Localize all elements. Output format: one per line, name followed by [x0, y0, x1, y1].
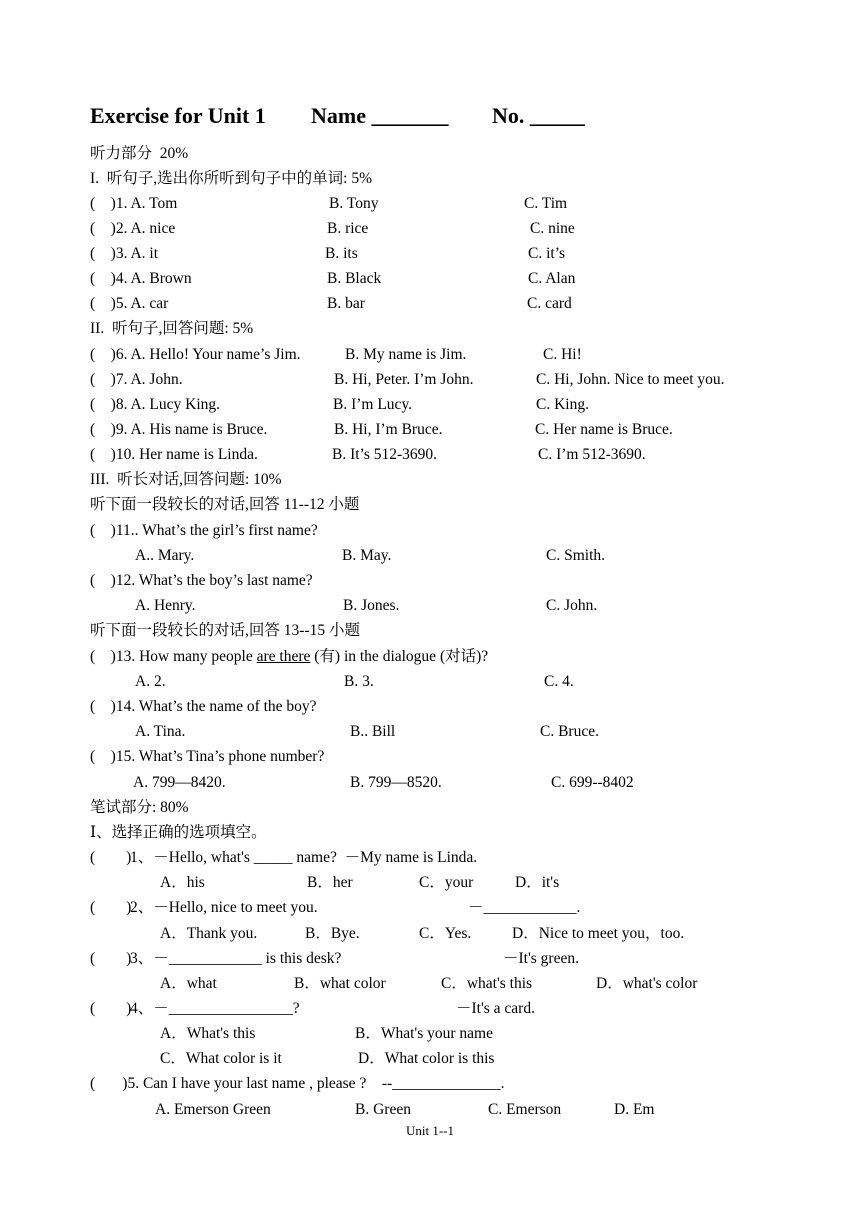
written-question-1-option-c: C．your: [419, 874, 474, 891]
question-13: [90, 647, 488, 667]
question-13-option-a: A. 2.: [135, 673, 166, 690]
written-question-5-option-a: A. Emerson Green: [155, 1101, 271, 1118]
written-question-5: ( )5. Can I have your last name , please ? --______________.: [90, 1075, 505, 1092]
written-question-1-paren: ( ): [90, 849, 132, 866]
question-15-option-b: B. 799—8520.: [350, 774, 442, 791]
question-15-option-a: A. 799—8420.: [133, 774, 226, 791]
question-1: ( )1. A. Tom: [90, 195, 178, 212]
question-15-option-c: C. 699--8402: [551, 774, 634, 791]
written-question-4: 4、－________________?: [130, 1000, 300, 1017]
question-15: ( )15. What’s Tina’s phone number?: [90, 748, 325, 765]
question-4-option-c: C. Alan: [528, 270, 576, 287]
question-9-option-c: C. Her name is Bruce.: [535, 421, 673, 438]
written-question-3-option-b: B．what color: [294, 975, 386, 992]
question-12-option-a: A. Henry.: [135, 597, 196, 614]
question-7: ( )7. A. John.: [90, 371, 183, 388]
question-10-option-b: B. It’s 512-3690.: [332, 446, 438, 463]
question-14-option-b: B.. Bill: [350, 723, 396, 740]
question-14-option-a: A. Tina.: [135, 723, 186, 740]
question-8-option-c: C. King.: [536, 396, 589, 413]
question-13-stem-end: (有) in the dialogue (对话)?: [310, 648, 489, 665]
written-question-4-option-b: B．What's your name: [355, 1025, 493, 1042]
question-1-option-c: C. Tim: [524, 195, 568, 212]
question-11-option-b: B. May.: [342, 547, 392, 564]
question-5: ( )5. A. car: [90, 295, 169, 312]
written-question-4-option-a: A．What's this: [160, 1025, 256, 1042]
question-6: ( )6. A. Hello! Your name’s Jim.: [90, 346, 301, 363]
page-footer: Unit 1--1: [405, 1123, 455, 1138]
page-title: [90, 102, 266, 130]
written-question-1-option-d: D．it's: [515, 874, 560, 891]
question-3: ( )3. A. it: [90, 245, 159, 262]
written-question-4-option-c: C．What color is it: [160, 1050, 282, 1067]
question-2-option-b: B. rice: [327, 220, 369, 237]
question-9: ( )9. A. His name is Bruce.: [90, 421, 268, 438]
written-question-1-option-a: A．his: [160, 874, 205, 891]
name-field-label: Name _______: [311, 103, 449, 128]
question-1-option-b: B. Tony: [329, 195, 379, 212]
question-4-option-b: B. Black: [327, 270, 382, 287]
question-13-option-c: C. 4.: [544, 673, 574, 690]
question-8-option-b: B. I’m Lucy.: [333, 396, 413, 413]
written-question-1-option-b: B．her: [307, 874, 353, 891]
question-11-option-a: A.. Mary.: [135, 547, 195, 564]
written-part1-heading: Ⅰ、选择正确的选项填空。: [90, 824, 267, 841]
question-2-option-c: C. nine: [530, 220, 575, 237]
question-12-option-c: C. John.: [546, 597, 598, 614]
written-question-5-option-d: D. Em: [614, 1101, 655, 1118]
dialogue-intro-1: 听下面一段较长的对话,回答 11--12 小题: [90, 496, 360, 513]
written-question-4-option-d: D．What color is this: [358, 1050, 495, 1067]
question-13-option-b: B. 3.: [344, 673, 374, 690]
question-7-option-b: B. Hi, Peter. I’m John.: [334, 371, 474, 388]
written-question-3-paren: ( ): [90, 950, 132, 967]
question-13-stem-start: ( )13. How many people: [90, 648, 257, 665]
question-6-option-b: B. My name is Jim.: [345, 346, 467, 363]
question-4: ( )4. A. Brown: [90, 270, 192, 287]
written-question-4-paren: ( ): [90, 1000, 132, 1017]
written-question-2: 2、－Hello, nice to meet you.: [130, 899, 318, 916]
part3-heading: III. 听长对话,回答问题: 10%: [90, 471, 282, 488]
title-text: Exercise for Unit 1: [90, 103, 266, 128]
written-question-2-option-a: A．Thank you.: [160, 925, 258, 942]
question-2: ( )2. A. nice: [90, 220, 176, 237]
question-6-option-c: C. Hi!: [543, 346, 582, 363]
written-question-2-option-c: C．Yes.: [419, 925, 472, 942]
written-question-2-response: －____________.: [468, 899, 581, 916]
question-3-option-b: B. its: [325, 245, 358, 262]
written-question-3-option-a: A．what: [160, 975, 217, 992]
written-question-1: 1、－Hello, what's _____ name? －My name is Linda.: [130, 849, 478, 866]
written-question-3-option-c: C．what's this: [441, 975, 533, 992]
question-12-option-b: B. Jones.: [343, 597, 400, 614]
part1-heading: I. 听句子,选出你所听到句子中的单词: 5%: [90, 170, 373, 187]
written-question-3-response: －It's green.: [503, 950, 579, 967]
question-11-option-c: C. Smith.: [546, 547, 606, 564]
question-13-underlined: are there: [256, 648, 311, 665]
question-14: ( )14. What’s the name of the boy?: [90, 698, 317, 715]
written-question-5-option-b: B. Green: [355, 1101, 411, 1118]
question-14-option-c: C. Bruce.: [540, 723, 599, 740]
written-heading: 笔试部分: 80%: [90, 799, 189, 816]
number-field-label: No. _____: [492, 103, 585, 128]
question-5-option-b: B. bar: [327, 295, 365, 312]
listening-heading: 听力部分 20%: [90, 145, 189, 162]
question-3-option-c: C. it’s: [528, 245, 566, 262]
question-9-option-b: B. Hi, I’m Bruce.: [334, 421, 443, 438]
question-8: ( )8. A. Lucy King.: [90, 396, 221, 413]
written-question-4-response: －It's a card.: [456, 1000, 535, 1017]
written-question-3: 3、－____________ is this desk?: [130, 950, 342, 967]
question-7-option-c: C. Hi, John. Nice to meet you.: [536, 371, 725, 388]
question-12: ( )12. What’s the boy’s last name?: [90, 572, 313, 589]
part2-heading: II. 听句子,回答问题: 5%: [90, 320, 254, 337]
question-10: ( )10. Her name is Linda.: [90, 446, 258, 463]
dialogue-intro-2: 听下面一段较长的对话,回答 13--15 小题: [90, 622, 360, 639]
question-5-option-c: C. card: [527, 295, 572, 312]
written-question-5-option-c: C. Emerson: [488, 1101, 562, 1118]
question-11: ( )11.. What’s the girl’s first name?: [90, 522, 318, 539]
written-question-3-option-d: D．what's color: [596, 975, 698, 992]
written-question-2-option-d: D．Nice to meet you，too.: [512, 925, 685, 942]
question-10-option-c: C. I’m 512-3690.: [538, 446, 646, 463]
written-question-2-option-b: B．Bye.: [305, 925, 360, 942]
written-question-2-paren: ( ): [90, 899, 132, 916]
